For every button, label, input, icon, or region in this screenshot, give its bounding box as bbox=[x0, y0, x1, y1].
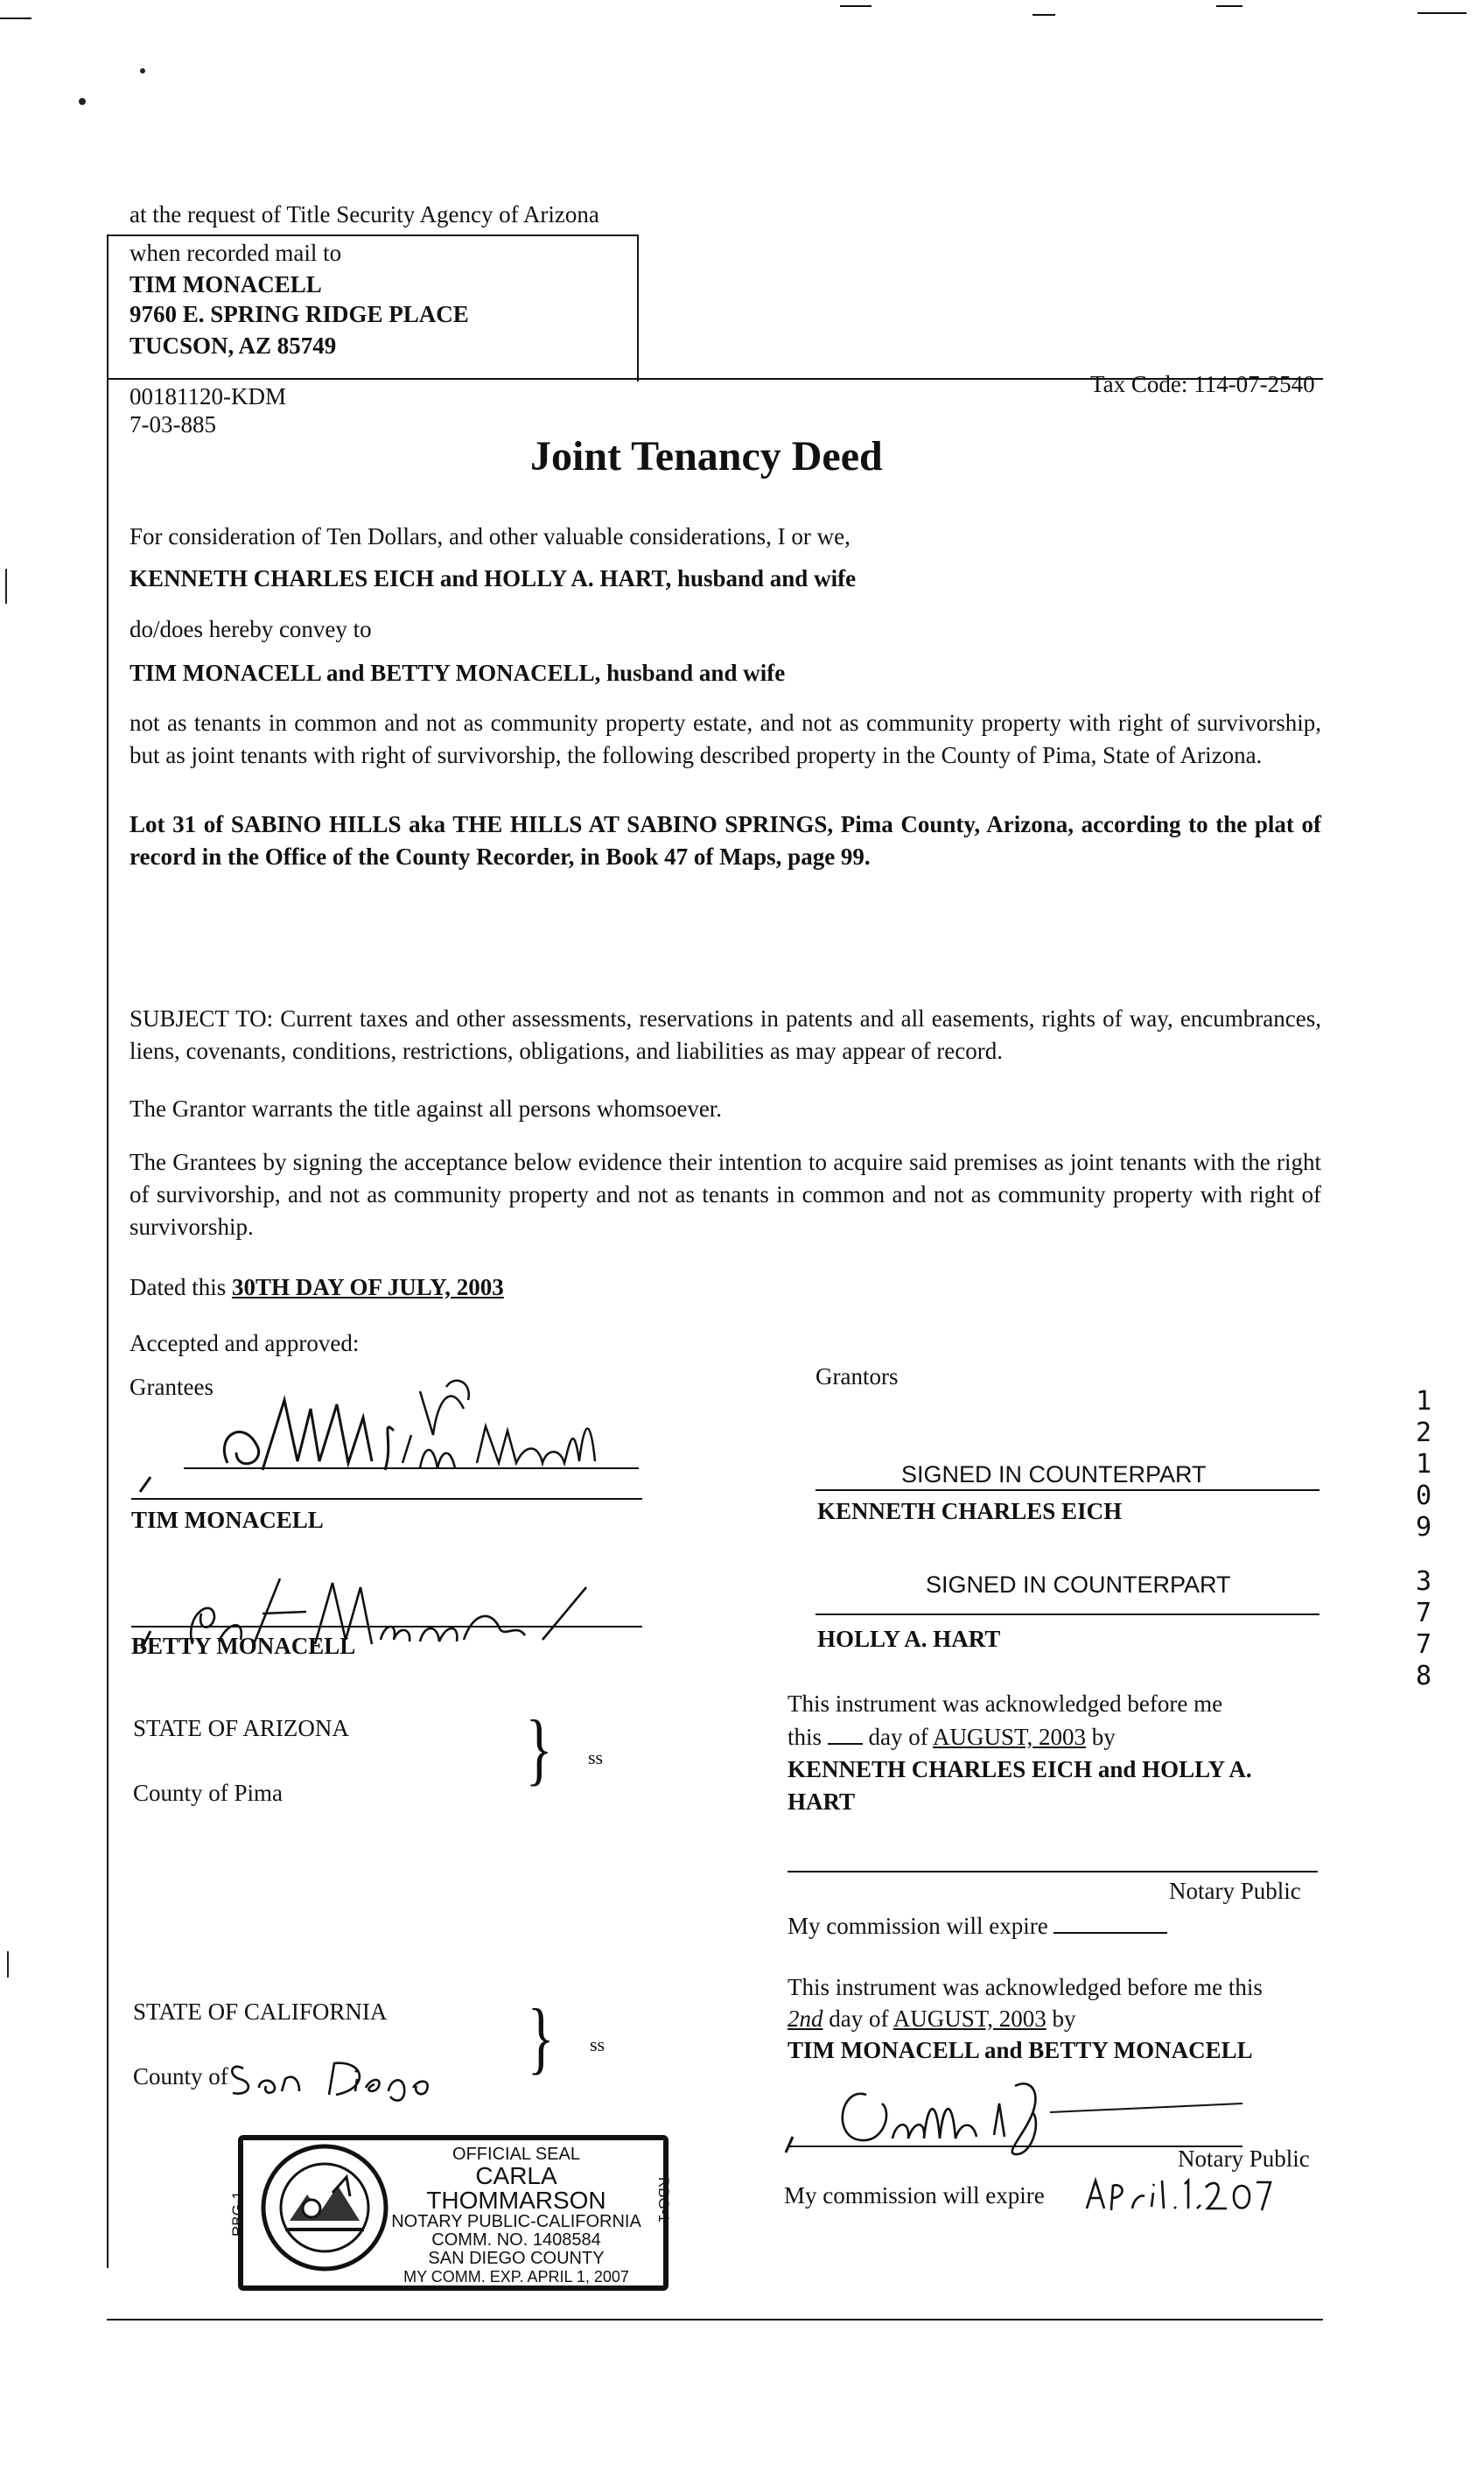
az-notary-signature-line bbox=[788, 1871, 1318, 1872]
az-ss: ss bbox=[588, 1746, 604, 1768]
recorder-digit: 3 bbox=[1415, 1566, 1432, 1597]
scan-artifact bbox=[1418, 12, 1466, 14]
grantor2-name: HOLLY A. HART bbox=[817, 1626, 1001, 1652]
convey-text: do/does hereby convey to bbox=[130, 616, 372, 642]
warranty-text: The Grantor warrants the title against all persons whomsoever. bbox=[130, 1096, 723, 1122]
seal-text bbox=[385, 2146, 648, 2286]
seal-name: CARLA THOMMARSON bbox=[426, 2162, 606, 2214]
grantors-names: KENNETH CHARLES EICH and HOLLY A. HART, husband and wife bbox=[130, 565, 857, 592]
tax-code: Tax Code: 114-07-2540 bbox=[1090, 371, 1315, 397]
grantor1-signature-line bbox=[816, 1489, 1320, 1491]
dated-prefix: Dated this bbox=[130, 1274, 227, 1300]
ca-notary-signature bbox=[770, 2068, 1260, 2156]
dated-line bbox=[130, 1274, 504, 1301]
seal-expires: MY COMM. EXP. APRIL 1, 2007 bbox=[403, 2268, 629, 2286]
az-ack-date: AUGUST, 2003 bbox=[933, 1724, 1087, 1750]
counterpart-note-1: SIGNED IN COUNTERPART bbox=[901, 1461, 1207, 1488]
recorder-digit: 1 bbox=[1415, 1386, 1432, 1417]
az-ack-dayof: day of bbox=[868, 1724, 928, 1750]
az-day-blank bbox=[828, 1743, 863, 1745]
ca-ack-date: AUGUST, 2003 bbox=[892, 2006, 1046, 2032]
recorder-digit: 1 bbox=[1415, 1449, 1432, 1480]
recorder-digit: 9 bbox=[1415, 1512, 1432, 1543]
az-ack-line1: This instrument was acknowledged before me bbox=[788, 1690, 1223, 1717]
ca-commission-label: My commission will expire bbox=[784, 2182, 1045, 2208]
left-rule bbox=[107, 378, 108, 2268]
grantor2-signature-line bbox=[816, 1614, 1320, 1615]
az-commission-label: My commission will expire bbox=[788, 1913, 1048, 1939]
seal-side-code-left: RBG-1 bbox=[228, 2191, 246, 2236]
ca-ack-line2 bbox=[788, 2006, 1076, 2033]
grantee1-signature-line bbox=[131, 1498, 642, 1500]
grantor1-name: KENNETH CHARLES EICH bbox=[817, 1498, 1123, 1524]
ca-commission bbox=[784, 2182, 1045, 2209]
scan-artifact bbox=[79, 98, 86, 105]
az-ack-names: KENNETH CHARLES EICH and HOLLY A. HART bbox=[788, 1756, 1252, 1815]
az-county: County of Pima bbox=[133, 1780, 284, 1806]
ca-commission-handwritten bbox=[1083, 2174, 1276, 2217]
seal-side-code-right: RBG-1 bbox=[654, 2177, 672, 2222]
recorder-digit: 7 bbox=[1415, 1629, 1432, 1660]
grantees-names: TIM MONACELL and BETTY MONACELL, husband and wife bbox=[130, 660, 786, 686]
recorder-digit: 2 bbox=[1415, 1418, 1432, 1448]
ca-ack-by: by bbox=[1052, 2006, 1076, 2032]
scan-artifact bbox=[1216, 5, 1242, 7]
seal-comm-no: COMM. NO. 1408584 bbox=[431, 2230, 601, 2250]
grantees-statement: The Grantees by signing the acceptance below evidence their intention to acquire said premises as joint tenants with the right of survivorship, and not as community property and not as tenants in common and not as community property with right of survivorship. bbox=[130, 1149, 1321, 1240]
ca-county-handwritten bbox=[224, 2053, 443, 2105]
recorder-digit: 7 bbox=[1415, 1598, 1432, 1628]
scan-artifact bbox=[0, 18, 32, 19]
grantee1-name: TIM MONACELL bbox=[131, 1507, 324, 1533]
state-seal-emblem bbox=[259, 2142, 390, 2273]
ca-notary-signature-line bbox=[788, 2146, 1242, 2147]
az-ack-by: by bbox=[1091, 1724, 1116, 1750]
legal-description: Lot 31 of SABINO HILLS aka THE HILLS AT SABINO SPRINGS, Pima County, Arizona, according to the plat of record in the Office of the County Recorder, in Book 47 of Maps, page 99. bbox=[130, 811, 1321, 870]
ca-ss: ss bbox=[590, 2034, 606, 2055]
seal-title: OFFICIAL SEAL bbox=[452, 2145, 580, 2164]
ca-county bbox=[133, 2063, 228, 2090]
az-notary-public: Notary Public bbox=[1169, 1878, 1301, 1904]
az-commission-blank bbox=[1054, 1932, 1167, 1934]
grantee2-name: BETTY MONACELL bbox=[131, 1633, 356, 1659]
az-ack-line2 bbox=[788, 1724, 1116, 1751]
scan-artifact bbox=[840, 5, 872, 7]
recorder-digit: 8 bbox=[1415, 1661, 1432, 1691]
ca-brace: } bbox=[527, 1992, 555, 2082]
seal-line3: NOTARY PUBLIC-CALIFORNIA bbox=[391, 2212, 641, 2231]
mail-name: TIM MONACELL bbox=[130, 271, 322, 298]
recorder-number bbox=[1410, 1386, 1437, 1692]
reference-number: 00181120-KDM bbox=[130, 383, 286, 410]
consideration-text: For consideration of Ten Dollars, and other valuable considerations, I or we, bbox=[130, 523, 850, 550]
tenancy-paragraph: not as tenants in common and not as community property estate, and not as community property with right of survivorship, but as joint tenants with right of survivorship, the following described property in the County of Pima, State of Arizona. bbox=[130, 710, 1321, 768]
bottom-rule bbox=[107, 2319, 1323, 2320]
scan-artifact bbox=[140, 68, 145, 74]
dated-value: 30TH DAY OF JULY, 2003 bbox=[231, 1274, 504, 1300]
request-line: at the request of Title Security Agency of Arizona bbox=[130, 201, 599, 228]
az-state: STATE OF ARIZONA bbox=[133, 1715, 349, 1741]
ca-state: STATE OF CALIFORNIA bbox=[133, 1998, 388, 2025]
mail-street: 9760 E. SPRING RIDGE PLACE bbox=[130, 301, 469, 327]
document-title: Joint Tenancy Deed bbox=[530, 433, 883, 480]
subject-to-paragraph: SUBJECT TO: Current taxes and other assessments, reservations in patents and all easements, rights of way, encumbrances, liens, covenants, conditions, restrictions, obligations, and liabilities as may appear of record. bbox=[130, 1005, 1321, 1064]
scan-artifact bbox=[5, 569, 7, 604]
az-commission bbox=[788, 1913, 1167, 1940]
mail-city: TUCSON, AZ 85749 bbox=[130, 332, 337, 359]
grantees-label: Grantees bbox=[130, 1374, 214, 1400]
ca-notary-public: Notary Public bbox=[1178, 2146, 1310, 2172]
ca-ack-dayof: day of bbox=[829, 2006, 889, 2032]
reference-number-2: 7-03-885 bbox=[130, 411, 216, 438]
scan-artifact bbox=[1032, 14, 1055, 16]
az-ack-this: this bbox=[788, 1724, 822, 1750]
counterpart-note-2: SIGNED IN COUNTERPART bbox=[926, 1572, 1231, 1598]
tim-monacell-signature bbox=[131, 1365, 648, 1496]
ca-ack-day: 2nd bbox=[788, 2006, 823, 2032]
mail-label: when recorded mail to bbox=[130, 240, 342, 266]
seal-county: SAN DIEGO COUNTY bbox=[428, 2249, 605, 2268]
grantors-label: Grantors bbox=[816, 1363, 899, 1390]
grantee2-signature-line bbox=[131, 1626, 642, 1628]
accepted-label: Accepted and approved: bbox=[130, 1330, 360, 1356]
ca-ack-line1: This instrument was acknowledged before me this bbox=[788, 1974, 1263, 2000]
az-brace: } bbox=[525, 1704, 553, 1793]
scan-artifact bbox=[7, 1951, 9, 1978]
ca-ack-names: TIM MONACELL and BETTY MONACELL bbox=[788, 2037, 1253, 2063]
ca-county-prefix: County of bbox=[133, 2063, 228, 2090]
recorder-digit: 0 bbox=[1415, 1480, 1432, 1511]
